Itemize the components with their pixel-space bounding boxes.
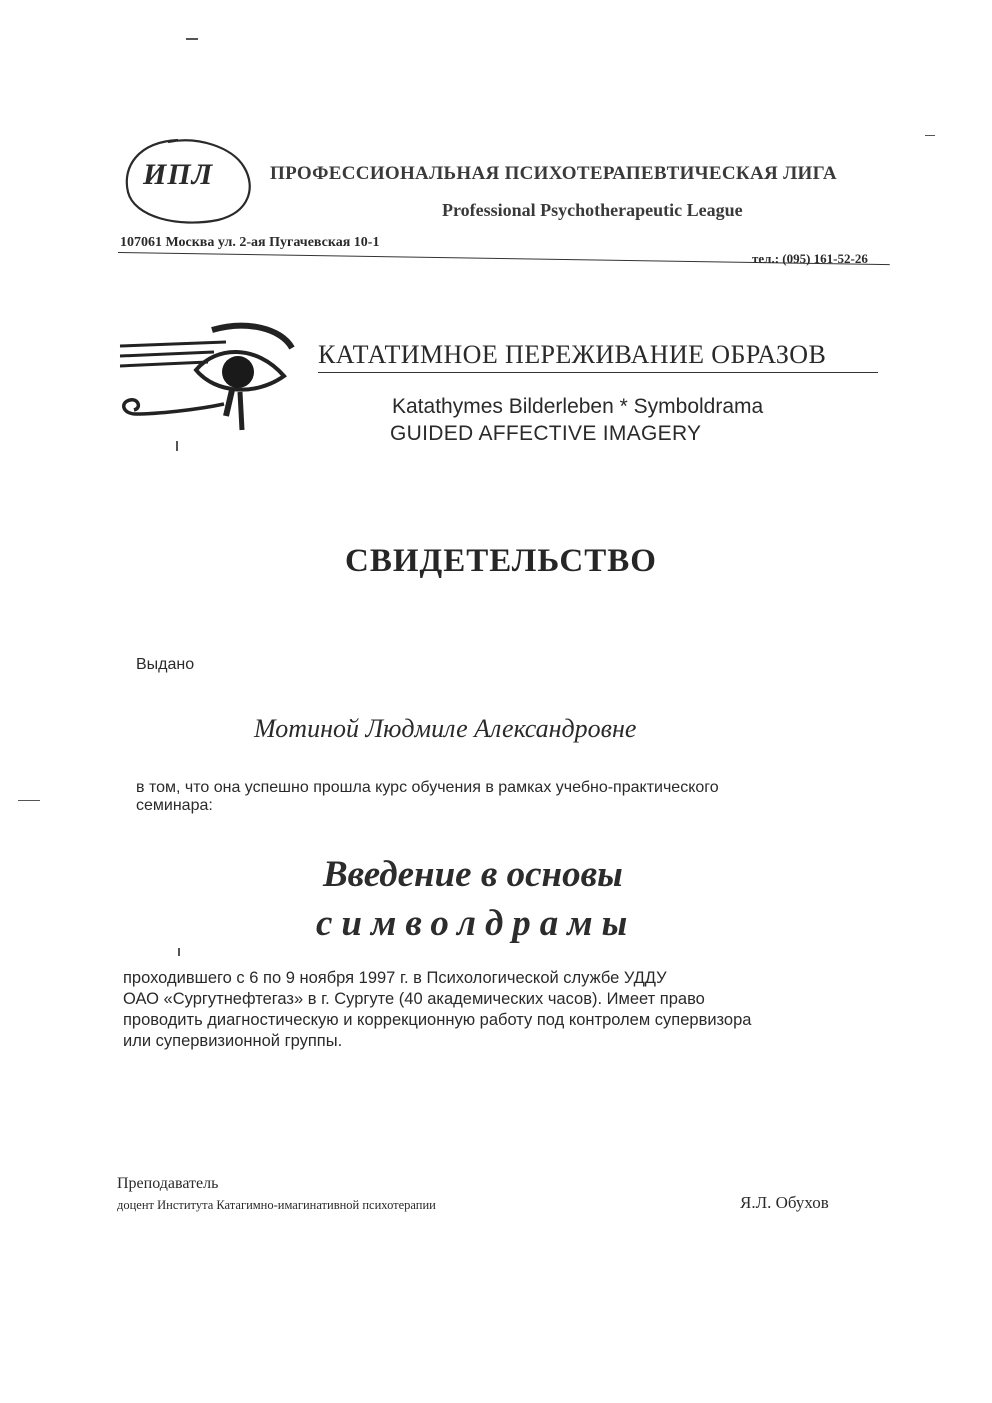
teacher-label: Преподаватель	[117, 1175, 219, 1192]
intro-text-line-2: семинара:	[136, 797, 213, 814]
scan-speck	[178, 948, 180, 956]
intro-text-line-1: в том, что она успешно прошла курс обучения в рамках учебно-практического	[136, 779, 719, 796]
league-name-en: Professional Psychotherapeutic League	[442, 200, 743, 220]
signatory-name: Я.Л. Обухов	[740, 1193, 829, 1212]
issued-label: Выдано	[136, 656, 195, 673]
seminar-details	[123, 968, 865, 1052]
certificate-title: СВИДЕТЕЛЬСТВО	[345, 543, 657, 579]
recipient-name: Мотиной Людмиле Александровне	[254, 714, 637, 743]
method-title-ru: КАТАТИМНОЕ ПЕРЕЖИВАНИЕ ОБРАЗОВ	[318, 340, 827, 369]
seminar-details-line: проходившего с 6 по 9 ноября 1997 г. в Психологической службе УДДУ	[123, 969, 667, 987]
course-title-line-2: символдрамы	[316, 903, 637, 944]
seminar-details-line: ОАО «Сургутнефтегаз» в г. Сургуте (40 академических часов). Имеет право	[123, 990, 705, 1008]
teacher-position: доцент Института Катагимно-имагинативной психотерапии	[117, 1198, 436, 1212]
league-logo-text: ИПЛ	[143, 158, 214, 191]
seminar-details-line: проводить диагностическую и коррекционную работу под контролем супервизора	[123, 1011, 752, 1029]
league-address: 107061 Москва ул. 2-ая Пугачевская 10-1	[120, 235, 380, 250]
course-title-line-1: Введение в основы	[323, 854, 623, 895]
eye-of-horus-icon	[116, 318, 296, 438]
scan-speck	[18, 800, 40, 801]
league-name-ru: ПРОФЕССИОНАЛЬНАЯ ПСИХОТЕРАПЕВТИЧЕСКАЯ ЛИГА	[270, 163, 837, 184]
league-phone: тел.: (095) 161-52-26	[752, 251, 868, 266]
scan-speck	[186, 38, 198, 40]
method-title-de: Katathymes Bilderleben * Symboldrama	[392, 395, 764, 418]
method-title-en: GUIDED AFFECTIVE IMAGERY	[390, 422, 702, 445]
seminar-details-line: или супервизионной группы.	[123, 1032, 343, 1050]
scan-speck	[176, 441, 178, 451]
method-title-underline	[318, 372, 878, 373]
scan-speck	[925, 135, 935, 136]
